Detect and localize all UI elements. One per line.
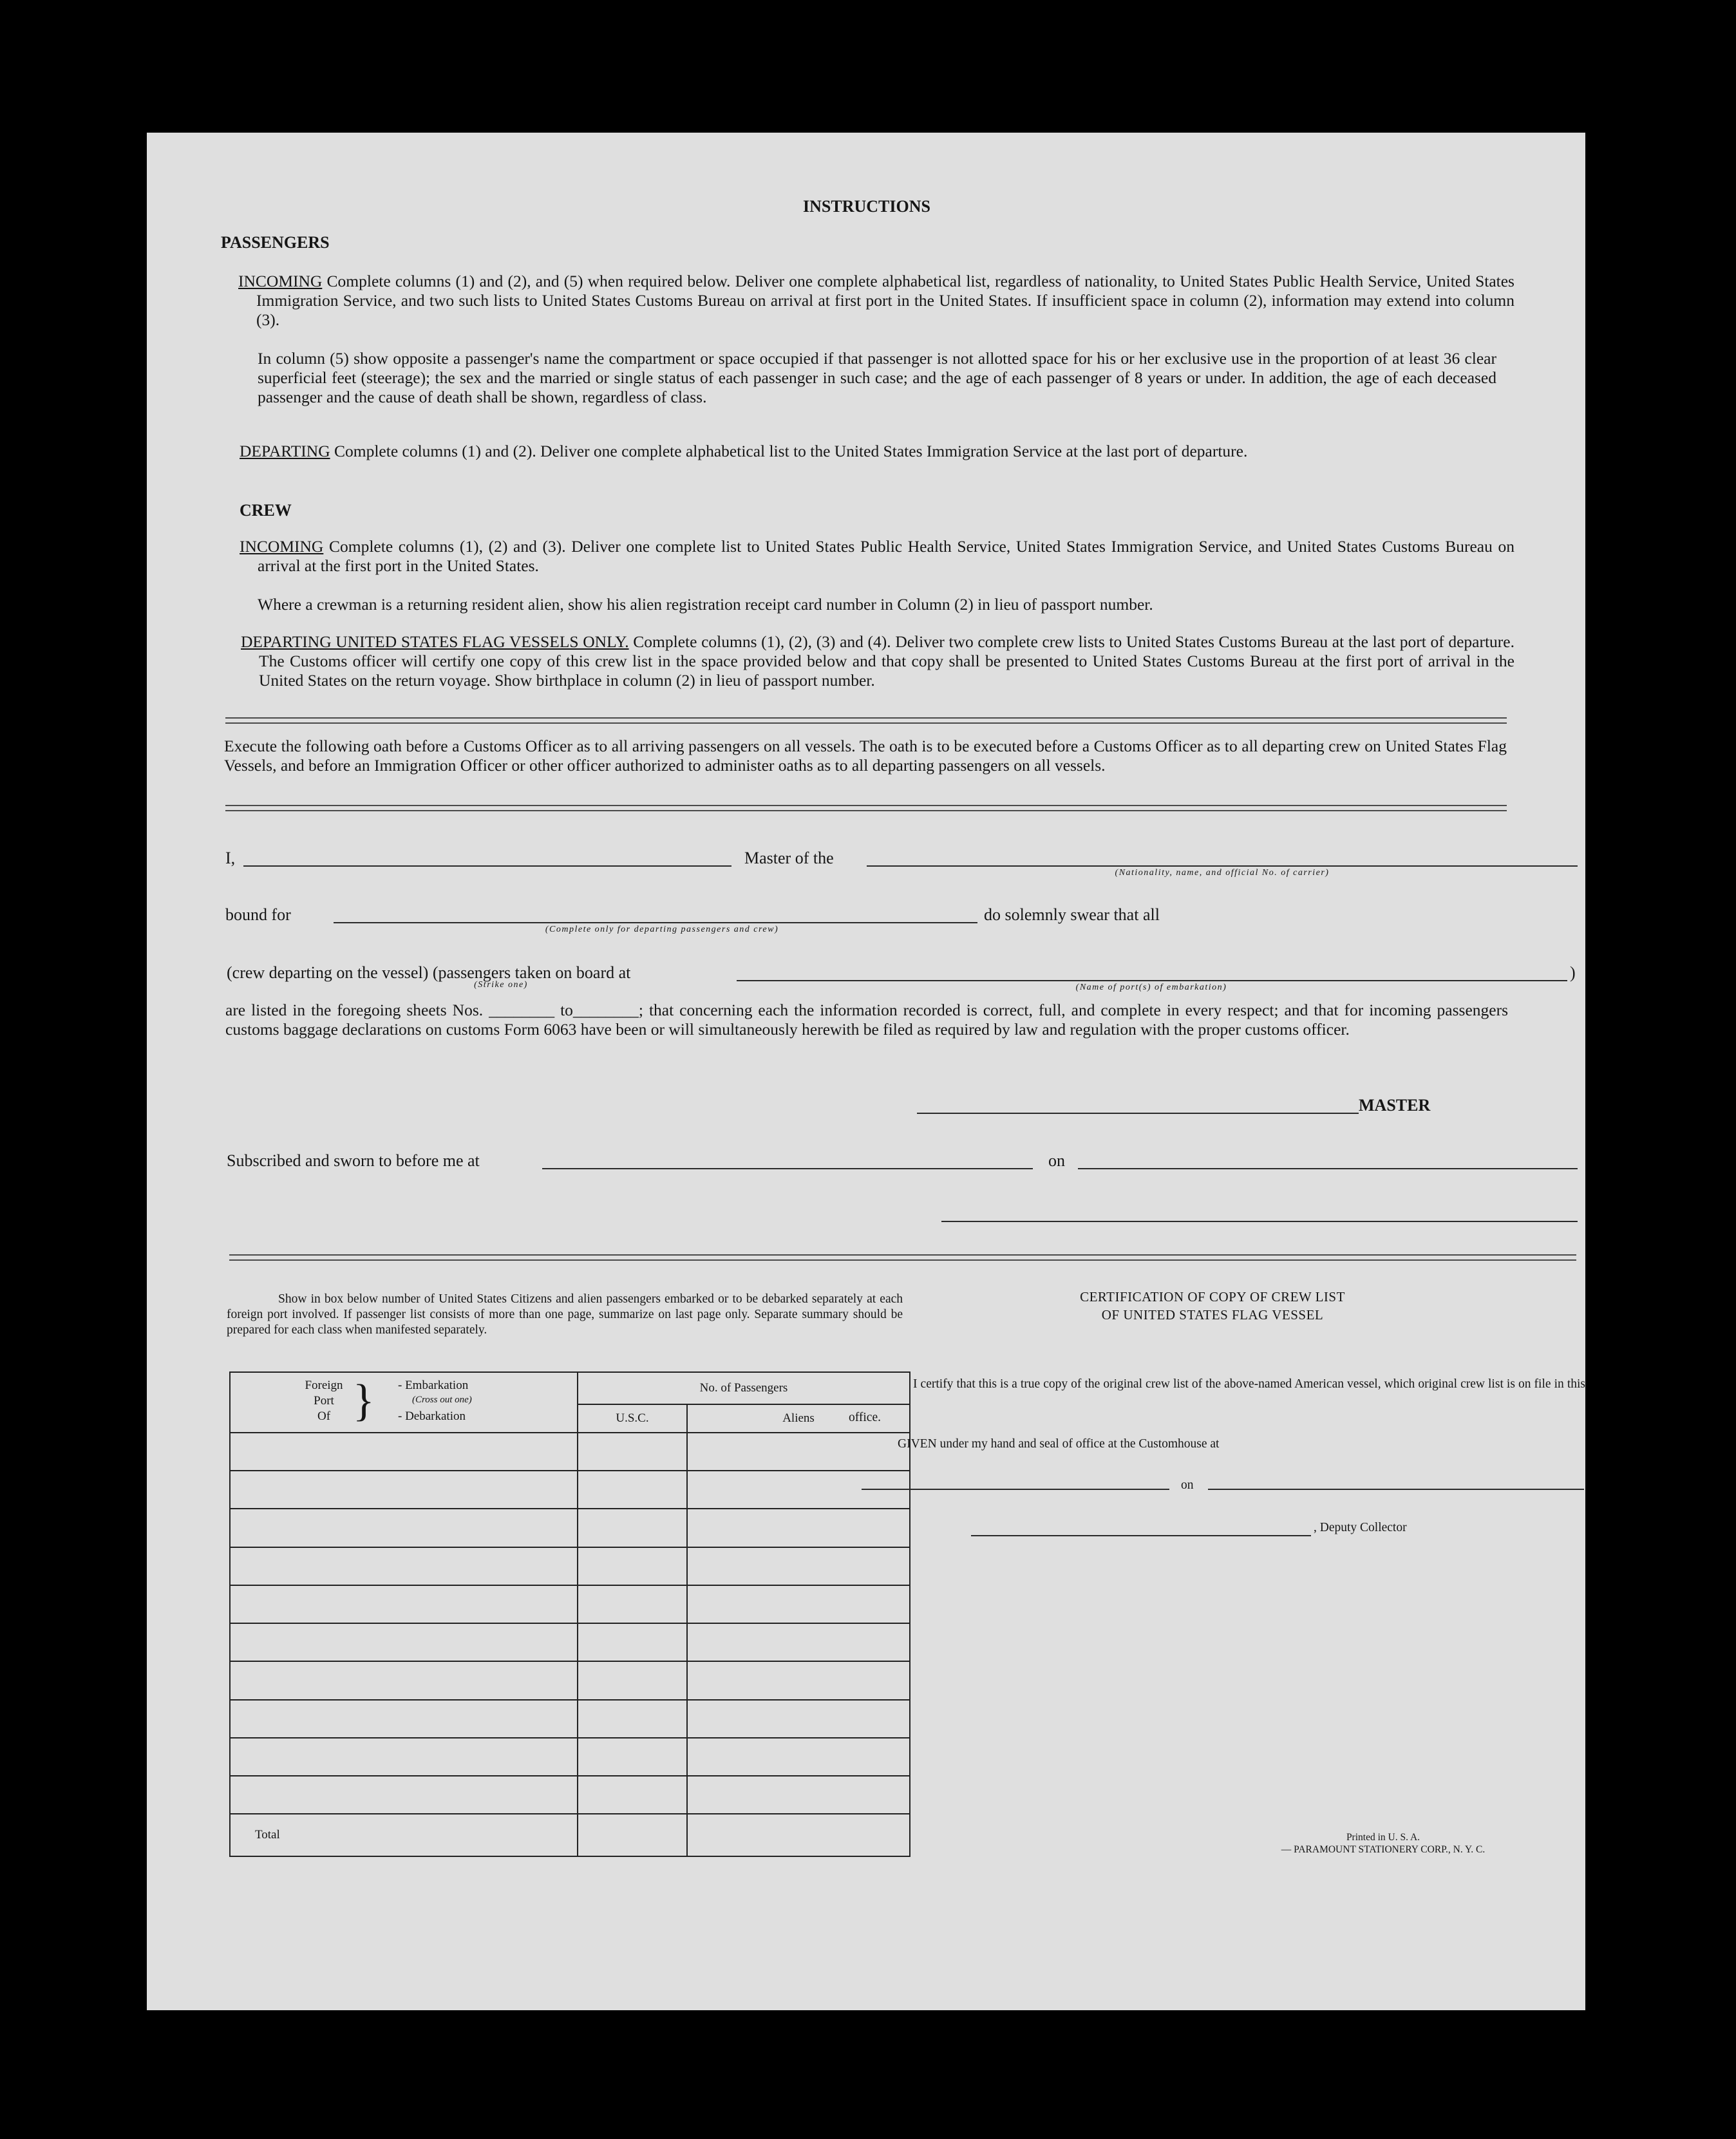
passengers-departing-text: Complete columns (1) and (2). Deliver one complete alphabetical list to the United States Immigration Service at the last port of departure. <box>330 442 1248 460</box>
table-row-port[interactable] <box>230 1433 578 1471</box>
table-row-usc[interactable] <box>578 1623 687 1661</box>
crew-title: CREW <box>240 501 292 520</box>
total-label-cell <box>230 1814 578 1856</box>
master-of-label: Master of the <box>744 849 834 867</box>
table-row-aliens[interactable] <box>687 1623 910 1661</box>
certification-text: I certify that this is a true copy of the original crew list of the above-named American vessel, which original crew list is on file in this office. <box>849 1377 1585 1424</box>
embarkation-port-field[interactable] <box>737 980 1567 981</box>
passengers-incoming-text: Complete columns (1) and (2), and (5) when required below. Deliver one complete alphabetical list, regardless of nationality, to United States Public Health Service, United States Immigration Service, and two such lists to United States Customs Bureau on arrival at first port in the United States. If insufficient space in column (2), information may extend into column (3). <box>256 272 1514 329</box>
oath-intro-paragraph: Execute the following oath before a Customs Officer as to all arriving passengers on all vessels. The oath is to be executed before a Customs Officer as to all departing crew on United States Flag Vessels, and before an Immigration Officer or other officer authorized to administer oaths as to all departing passengers on all vessels. <box>224 737 1507 775</box>
certification-title-line1: CERTIFICATION OF COPY OF CREW LIST <box>1080 1289 1345 1305</box>
cross-out-label: (Cross out one) <box>412 1395 472 1405</box>
crew-departing-label: (crew departing on the vessel) (passengers taken on board at <box>227 963 631 982</box>
nationality-caption: (Nationality, name, and official No. of carrier) <box>1115 868 1330 878</box>
divider-double <box>225 805 1507 811</box>
subscribed-label: Subscribed and sworn to before me at <box>227 1151 480 1170</box>
crew-departing-paragraph <box>241 632 1514 690</box>
crew-incoming-label: INCOMING <box>240 537 324 556</box>
sworn-place-field[interactable] <box>542 1168 1033 1169</box>
table-row-usc[interactable] <box>578 1433 687 1471</box>
table-row-port[interactable] <box>230 1585 578 1623</box>
divider-double <box>225 717 1507 724</box>
usc-header: U.S.C. <box>578 1404 687 1433</box>
passengers-incoming-paragraph <box>238 272 1514 330</box>
table-row-port[interactable] <box>230 1661 578 1699</box>
aliens-header: Aliens <box>687 1404 910 1433</box>
printer-mark <box>1151 1831 1615 1856</box>
certification-title <box>952 1288 1473 1324</box>
table-row-port[interactable] <box>230 1776 578 1814</box>
oath-i-label: I, <box>225 849 236 867</box>
form-sheet <box>147 133 1585 2010</box>
embarkation-label: - Embarkation <box>398 1379 469 1392</box>
ports-caption: (Name of port(s) of embarkation) <box>1075 983 1227 992</box>
table-row-usc[interactable] <box>578 1738 687 1776</box>
close-paren: ) <box>1570 963 1576 982</box>
passengers-title: PASSENGERS <box>221 233 330 252</box>
total-usc-cell[interactable] <box>578 1814 687 1856</box>
crew-incoming-paragraph <box>240 537 1514 576</box>
table-row-usc[interactable] <box>578 1661 687 1699</box>
passengers-departing-label: DEPARTING <box>240 442 330 460</box>
master-signature-line[interactable] <box>917 1113 1359 1114</box>
do-swear-label: do solemnly swear that all <box>984 905 1160 924</box>
table-row-aliens[interactable] <box>687 1547 910 1585</box>
brace-icon: } <box>353 1376 375 1426</box>
certification-date-field[interactable] <box>1208 1489 1584 1490</box>
table-row-port[interactable] <box>230 1738 578 1776</box>
table-row-aliens[interactable] <box>687 1509 910 1547</box>
strike-one-caption: (Strike one) <box>474 980 528 990</box>
port-header-cell <box>230 1372 578 1433</box>
of-label: Of <box>317 1409 331 1423</box>
sworn-date-field[interactable] <box>1078 1168 1578 1169</box>
complete-only-caption: (Complete only for departing passengers and crew) <box>545 925 779 934</box>
customhouse-place-field[interactable] <box>862 1489 1169 1490</box>
table-row-port[interactable] <box>230 1700 578 1738</box>
officer-signature-line[interactable] <box>941 1221 1578 1222</box>
bound-for-label: bound for <box>225 905 291 924</box>
foreign-port-of-label <box>301 1378 346 1424</box>
crew-departing-label: DEPARTING UNITED STATES FLAG VESSELS ONLY. <box>241 632 629 651</box>
deputy-collector-label: , Deputy Collector <box>1314 1521 1407 1534</box>
passengers-incoming-label: INCOMING <box>238 272 323 290</box>
certification-title-line2: OF UNITED STATES FLAG VESSEL <box>1101 1307 1324 1323</box>
table-row-usc[interactable] <box>578 1776 687 1814</box>
port-label: Port <box>314 1394 334 1408</box>
given-text: GIVEN under my hand and seal of office at the Customhouse at <box>898 1437 1220 1451</box>
foreign-label: Foreign <box>305 1379 343 1392</box>
no-of-passengers-header: No. of Passengers <box>578 1372 910 1404</box>
table-row-usc[interactable] <box>578 1547 687 1585</box>
deputy-signature-line[interactable] <box>971 1535 1311 1536</box>
table-row-aliens[interactable] <box>687 1585 910 1623</box>
table-row-port[interactable] <box>230 1509 578 1547</box>
table-row-port[interactable] <box>230 1623 578 1661</box>
total-aliens-cell[interactable] <box>687 1814 910 1856</box>
crew-resident-paragraph: Where a crewman is a returning resident alien, show his alien registration receipt card number in Column (2) in lieu of passport number. <box>258 595 1153 614</box>
table-row-port[interactable] <box>230 1471 578 1509</box>
table-row-aliens[interactable] <box>687 1738 910 1776</box>
debarkation-label: - Debarkation <box>398 1409 466 1423</box>
instructions-heading: INSTRUCTIONS <box>803 197 930 216</box>
passengers-departing-paragraph <box>240 442 1514 461</box>
master-signature-label: MASTER <box>1359 1096 1431 1115</box>
table-row-usc[interactable] <box>578 1585 687 1623</box>
total-label: Total <box>255 1828 280 1842</box>
carrier-field[interactable] <box>867 865 1578 867</box>
printer-line1: Printed in U. S. A. <box>1346 1832 1420 1843</box>
table-row-usc[interactable] <box>578 1509 687 1547</box>
table-row-aliens[interactable] <box>687 1433 910 1471</box>
summary-instructions: Show in box below number of United States Citizens and alien passengers embarked or to be debarked separately at each foreign port involved. If passenger list consists of more than one page, summarize on last page only. Separate summary should be prepared for each class when manifested separately. <box>227 1292 903 1337</box>
printer-line2: — PARAMOUNT STATIONERY CORP., N. Y. C. <box>1281 1844 1486 1855</box>
oath-listed-paragraph: are listed in the foregoing sheets Nos. ________ to________; that concerning each the information recorded is correct, full, and complete in every respect; and that for incoming passengers customs baggage declarations on customs Form 6063 have been or will simultaneously herewith be filed as required by law and regulation with the proper customs officer. <box>225 1001 1508 1039</box>
passenger-summary-table <box>229 1371 910 1857</box>
master-name-field[interactable] <box>243 865 731 867</box>
bound-for-field[interactable] <box>334 922 977 923</box>
divider-double <box>229 1254 1576 1261</box>
table-row-aliens[interactable] <box>687 1661 910 1699</box>
crew-departing-text: Complete columns (1), (2), (3) and (4). Deliver two complete crew lists to United States Customs Bureau at the last port of departure. The Customs officer will certify one copy of this crew list in the space provided below and that copy shall be presented to United States Customs Bureau at the first port of arrival in the United States on the return voyage. Show birthplace in column (2) in lieu of passport number. <box>259 632 1514 690</box>
table-row-aliens[interactable] <box>687 1776 910 1814</box>
table-row-usc[interactable] <box>578 1700 687 1738</box>
certification-on-label: on <box>1181 1478 1194 1492</box>
table-row-usc[interactable] <box>578 1471 687 1509</box>
table-row-aliens[interactable] <box>687 1700 910 1738</box>
table-row-port[interactable] <box>230 1547 578 1585</box>
sworn-on-label: on <box>1048 1151 1065 1170</box>
passengers-column5-paragraph: In column (5) show opposite a passenger's name the compartment or space occupied if that passenger is not allotted space for his or her exclusive use in the proportion of at least 36 clear superficial feet (steerage); the sex and the married or single status of each passenger in such case; and the age of each passenger of 8 years or under. In addition, the age of each deceased passenger and the cause of death shall be shown, regardless of class. <box>258 349 1496 406</box>
crew-incoming-text: Complete columns (1), (2) and (3). Deliver one complete list to United States Public Health Service, United States Immigration Service, and United States Customs Bureau on arrival at the first port in the United States. <box>258 537 1514 575</box>
